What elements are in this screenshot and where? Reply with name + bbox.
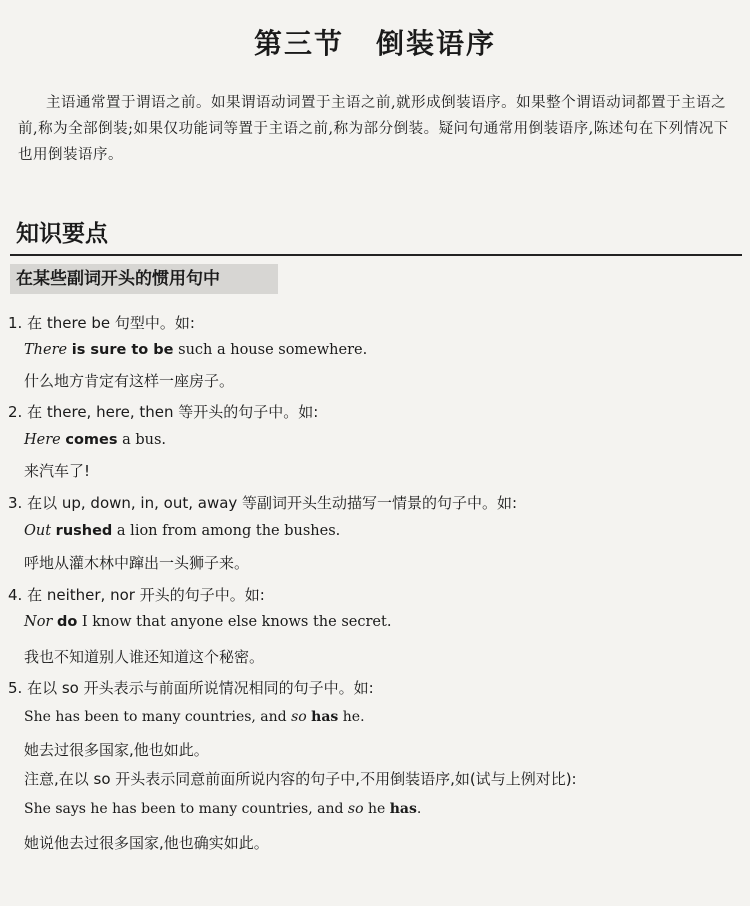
example-rest: .: [416, 801, 422, 817]
rule-text: 在 there be 句型中。如:: [27, 314, 195, 332]
example-inverted-word: Nor: [24, 614, 53, 630]
example-rest: a lion from among the bushes.: [112, 523, 341, 539]
example-verb: rushed: [55, 523, 113, 539]
rule-item-1: [8, 312, 195, 333]
rule-item-5: [8, 677, 374, 698]
example-sentence-3: [24, 523, 340, 539]
rule-item-2: [8, 401, 318, 422]
example-pre: She has been to many countries, and: [24, 709, 292, 725]
translation-5: 她去过很多国家,他也如此。: [24, 741, 209, 759]
section-heading: 知识要点: [16, 221, 108, 247]
rule-text: 在以 so 开头表示与前面所说情况相同的句子中。如:: [27, 679, 374, 697]
example-inverted-word: Out: [24, 523, 52, 539]
example-rest: a bus.: [117, 432, 167, 448]
item-number: 5.: [8, 679, 23, 697]
intro-paragraph: 主语通常置于谓语之前。如果谓语动词置于主语之前,就形成倒装语序。如果整个谓语动词都置于主语之前,称为全部倒装;如果仅功能词等置于主语之前,称为部分倒装。疑问句通常用倒装语序,陈述句在下列情况下也用倒装语序。: [18, 95, 729, 163]
title-section-number: 第三节: [253, 27, 344, 60]
rule-item-3: [8, 492, 517, 513]
note-text: 注意,在以 so 开头表示同意前面所说内容的句子中,不用倒装语序,如(试与上例对比):: [24, 770, 577, 788]
rule-text: 在以 up, down, in, out, away 等副词开头生动描写一情景的句子中。如:: [27, 494, 518, 512]
example-verb: has: [389, 801, 417, 817]
translation-2: 来汽车了!: [24, 462, 91, 480]
example-pre: She says he has been to many countries, and: [24, 801, 348, 817]
example-subject: he: [363, 801, 390, 817]
rule-text: 在 there, here, then 等开头的句子中。如:: [27, 403, 319, 421]
translation-3: 呼地从灌木林中蹿出一头狮子来。: [24, 554, 250, 572]
example-sentence-5: [24, 709, 365, 725]
example-verb: is sure to be: [71, 342, 174, 358]
translation-1: 什么地方肯定有这样一座房子。: [24, 372, 235, 390]
example-sentence-2: [24, 432, 166, 448]
example-rest: I know that anyone else knows the secret.: [77, 614, 392, 630]
example-verb: comes: [65, 432, 118, 448]
example-sentence-1: [24, 342, 367, 358]
item-number: 1.: [8, 314, 23, 332]
example-rest: such a house somewhere.: [173, 342, 368, 358]
item-number: 4.: [8, 586, 23, 604]
example-inverted-word: There: [24, 342, 68, 358]
translation-4: 我也不知道别人谁还知道这个秘密。: [24, 648, 265, 666]
example-verb: has: [311, 709, 339, 725]
example-sentence-4: [24, 614, 391, 630]
example-so-word: so: [347, 801, 364, 817]
example-sentence-5b: [24, 801, 421, 817]
example-rest: he.: [338, 709, 365, 725]
item-number: 2.: [8, 403, 23, 421]
rule-text: 在 neither, nor 开头的句子中。如:: [27, 586, 265, 604]
subsection-heading: 在某些副词开头的惯用句中: [10, 264, 278, 294]
rule-item-4: [8, 584, 265, 605]
example-inverted-word: so: [291, 709, 307, 725]
example-verb: do: [56, 614, 78, 630]
title-topic: 倒装语序: [376, 27, 497, 60]
section-divider: [10, 254, 742, 256]
example-inverted-word: Here: [24, 432, 61, 448]
item-number: 3.: [8, 494, 23, 512]
translation-5b: 她说他去过很多国家,他也确实如此。: [24, 834, 269, 852]
page-title: [0, 22, 750, 62]
